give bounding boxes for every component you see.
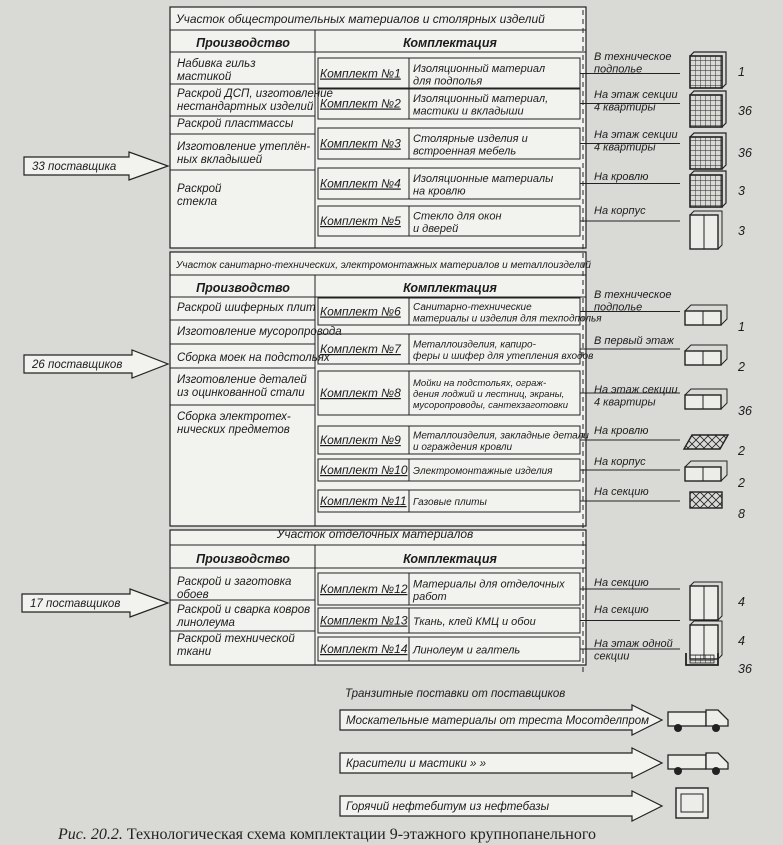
kit-header: Комплектация	[403, 281, 497, 295]
kit-destination: На этаж одной секции	[594, 638, 673, 663]
kit-count: 36	[738, 104, 752, 118]
package-icon	[690, 492, 722, 508]
transit-row	[340, 748, 728, 778]
kit-description: Линолеум и галтель	[413, 644, 521, 657]
kit-destination: На этаж секции 4 квартиры	[594, 384, 678, 409]
kit-label: Комплект №4	[320, 176, 401, 191]
supplier-arrow	[24, 152, 168, 180]
kit-destination: На кровлю	[594, 425, 649, 437]
kit-label: Комплект №6	[320, 304, 401, 319]
transit-item: Красители и мастики » »	[346, 758, 486, 770]
production-item: Раскрой стекла	[177, 183, 222, 208]
kit-count: 2	[738, 360, 745, 374]
production-item: Раскрой шиферных плит	[177, 302, 316, 314]
figure-caption-text: Технологическая схема комплектации 9-этажного крупнопанельного	[126, 826, 596, 843]
production-item: Раскрой и заготовка обоев	[177, 576, 292, 601]
production-header: Производство	[196, 552, 290, 566]
kit-description: Изоляционный материал, мастики и вкладыши	[413, 92, 549, 118]
kit-label: Комплект №13	[320, 613, 408, 628]
kit-description: Металлоизделия, закладные детали и ограждения кровли	[413, 430, 589, 453]
production-item: Сборка моек на подстольях	[177, 352, 330, 364]
kit-label: Комплект №3	[320, 136, 401, 151]
kit-label: Комплект №7	[320, 342, 401, 356]
kit-label: Комплект №10	[320, 463, 408, 477]
production-header: Производство	[196, 36, 290, 50]
kit-description: Материалы для отделочных работ	[413, 578, 565, 603]
supplier-count: 26 поставщиков	[32, 359, 123, 371]
production-item: Набивка гильз мастикой	[177, 58, 256, 83]
transit-supplies	[340, 688, 728, 821]
kit-description: Электромонтажные изделия	[413, 466, 553, 477]
kit-destination: На секцию	[594, 604, 649, 616]
section-2	[170, 252, 752, 526]
kit-count: 3	[738, 184, 745, 198]
package-icon	[684, 435, 728, 449]
kit-destination: На этаж секции 4 квартиры	[594, 129, 678, 154]
supplier-arrow	[22, 589, 168, 617]
kit-description: Санитарно-технические материалы и изделия для техподполья	[413, 301, 602, 325]
kit-header: Комплектация	[403, 36, 497, 50]
production-item: Раскрой и сварка ковров линолеума	[177, 604, 311, 629]
production-item: Сборка электротех-нических предметов	[177, 411, 291, 436]
kit-label: Комплект №8	[320, 386, 401, 400]
package-icon	[690, 582, 722, 620]
kit-count: 2	[738, 444, 745, 458]
transit-row	[340, 788, 708, 821]
package-icon	[690, 171, 726, 207]
kit-destination: На корпус	[594, 456, 646, 468]
package-icon	[690, 211, 722, 249]
kit-label: Комплект №12	[320, 582, 408, 596]
transit-item: Москательные материалы от треста Мосотделпром	[346, 715, 650, 727]
section-3	[170, 527, 752, 676]
kit-destination: В техническое подполье	[594, 289, 672, 314]
kit-count: 4	[738, 595, 745, 609]
package-icon	[685, 345, 727, 365]
kit-description: Изоляционный материал для подполья	[413, 62, 546, 88]
kit-description: Стекло для окон и дверей	[413, 210, 502, 235]
kit-count: 3	[738, 224, 745, 238]
kit-count: 36	[738, 404, 752, 418]
production-item: Изготовление мусоропровода	[177, 326, 342, 338]
kit-destination: На корпус	[594, 205, 646, 217]
section-title: Участок санитарно-технических, электромонтажных материалов и металлоизделий	[176, 260, 591, 271]
kit-destination: В техническое подполье	[594, 51, 672, 76]
container-icon	[676, 788, 708, 818]
kit-count: 2	[738, 476, 745, 490]
kit-count: 36	[738, 146, 752, 160]
kit-count: 8	[738, 507, 745, 521]
truck-icon	[668, 753, 728, 775]
kit-label: Комплект №9	[320, 433, 401, 447]
truck-icon	[668, 710, 728, 732]
production-item: Раскрой пластмассы	[177, 118, 294, 130]
kit-destination: На секцию	[594, 486, 649, 498]
kit-count: 36	[738, 662, 752, 676]
section-title: Участок отделочных материалов	[276, 527, 474, 541]
kit-destination: На секцию	[594, 577, 649, 589]
kit-label: Комплект №1	[320, 66, 401, 81]
package-icon	[685, 305, 727, 325]
production-item: Изготовление деталей из оцинкованной стали	[177, 374, 307, 399]
section-title: Участок общестроительных материалов и столярных изделий	[176, 12, 545, 26]
production-item: Раскрой технической ткани	[177, 633, 295, 658]
supplier-arrow	[24, 350, 168, 378]
kit-label: Комплект №5	[320, 214, 401, 228]
supplier-count: 17 поставщиков	[30, 598, 121, 610]
package-icon	[685, 461, 727, 481]
transit-row	[340, 705, 728, 735]
kit-description: Металлоизделия, капиро-феры и шифер для утепления входов	[413, 339, 594, 362]
section-1	[170, 7, 752, 249]
transit-item: Горячий нефтебитум из нефтебазы	[346, 801, 550, 813]
package-icon	[686, 653, 718, 665]
kit-destination: В первый этаж	[594, 335, 674, 347]
package-icon	[690, 133, 726, 169]
kit-count: 1	[738, 320, 745, 334]
kit-description: Ткань, клей КМЦ и обои	[413, 616, 536, 628]
kit-label: Комплект №2	[320, 96, 401, 111]
package-icon	[690, 91, 726, 127]
kit-description: Мойки на подстольях, ограж-дения лоджий и лестниц, экраны, мусоропроводы, сантехзаготовки	[413, 377, 569, 411]
production-item: Изготовление утеплён-ных вкладышей	[177, 141, 311, 166]
figure-caption	[58, 826, 596, 844]
transit-title: Транзитные поставки от поставщиков	[345, 688, 566, 700]
kit-description: Столярные изделия и встроенная мебель	[413, 132, 528, 158]
supplier-count: 33 поставщика	[32, 161, 117, 173]
kit-description: Газовые плиты	[413, 497, 487, 508]
kit-header: Комплектация	[403, 552, 497, 566]
kit-label: Комплект №11	[320, 494, 407, 508]
package-icon	[685, 389, 727, 409]
kit-destination: На этаж секции 4 квартиры	[594, 89, 678, 114]
package-icon	[690, 52, 726, 88]
figure-caption-number: Рис. 20.2.	[58, 826, 123, 843]
production-item: Раскрой ДСП, изготовление нестандартных изделий	[177, 88, 333, 113]
production-header: Производство	[196, 281, 290, 295]
kit-description: Изоляционные материалы на кровлю	[413, 172, 554, 198]
kit-label: Комплект №14	[320, 642, 408, 656]
kit-count: 1	[738, 65, 745, 79]
kit-destination: На кровлю	[594, 171, 649, 183]
kit-count: 4	[738, 634, 745, 648]
